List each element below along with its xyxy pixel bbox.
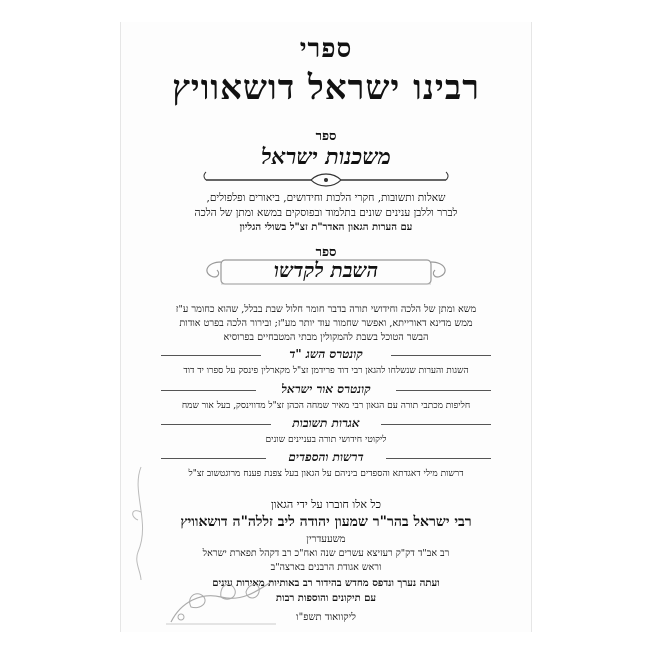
author-line5: וראש אגודת הרבנים בארצה"ב (270, 562, 382, 573)
author-name: רבי ישראל בהר"ר שמעון יהודה ליב זללה"ה דושאוויץ (180, 514, 472, 530)
footer-line1: ועתה נערך ונדפס מחדש בהידור רב באותיות מאירות עינים (212, 578, 440, 589)
flourish-ornament-icon (201, 170, 451, 190)
book2-title: השבת לקדשו (273, 258, 379, 282)
section-heading-kuntres-hashag: קונטרס השג "ד (261, 347, 391, 362)
book2-desc-line1: משא ומתן של הלכה וחידושי תורה בדבר חומר חלול שבת בבלל, שהוא כחומר ע"ז (175, 304, 477, 315)
section-heading-kuntres-or-yisrael: קונטרס אור ישראל (256, 382, 396, 397)
floral-ornament-icon (126, 462, 156, 582)
title-page (120, 22, 532, 632)
book1-desc-line3: עם הערות הגאון האדר"ת זצ"ל בשולי הגליון (239, 222, 413, 233)
book2-desc-line3: הבשר הטוכל בשבת להמקולין מבתי המטבחיים בפרוסיא (223, 332, 429, 343)
sifrei-heading: ספרי (299, 34, 353, 64)
floral-ornament-icon (161, 562, 281, 627)
section-heading-igros-teshuvos: אגרות תשובות (271, 416, 381, 431)
book1-title: משכנות ישראל (261, 144, 391, 170)
section-desc-igros-teshuvos: ליקוטי חידושי תורה בעניינים שונים (265, 435, 387, 445)
book2-desc-line2: ממש מדינא דאורייתא, ואפשר שחמור עוד יותר מע"ז; ובירור הלכה בפרט אודות (179, 318, 473, 329)
book1-desc-line2: לברר וללבן ענינים שונים בתלמוד ובפוסקים במשא ומתן של הלכה (194, 207, 458, 219)
book1-desc-line1: שאלות ותשובות, חקרי הלכות וחידושים, ביאורים ופלפולים, (206, 192, 446, 204)
footer-line3: ליקוואוד תשפ"ו (296, 612, 356, 623)
author-line1: כל אלו חוברו על ידי הגאון (270, 498, 382, 511)
author-line4: רב אב"ד דק"ק רעזיצא עשרים שנה ואח"כ רב דקהל תפארת ישראל (202, 548, 450, 559)
book1-label: ספר (315, 129, 337, 144)
main-title: רבינו ישראל דושאוויץ (172, 68, 480, 108)
author-town: משעעדרין (306, 534, 346, 545)
section-desc-kuntres-or-yisrael: חליפות מכתבי תורה עם הגאון רבי מאיר שמחה הכהן זצ"ל מדווינסק, בעל אור שמח (181, 401, 471, 411)
section-desc-drashos: דרשות מילי דאגדתא והספדים ביניהם על הגאון בעל צפנת פענח מרוגטשוב זצ"ל (188, 469, 464, 479)
section-desc-kuntres-hashag: השגות והערות שנשלחו להגאן רבי דוד פרידמן זצ"ל מקארלין פינסק על ספרו יד דוד (183, 366, 469, 376)
footer-line2: עם תיקונים והוספות רבות (275, 593, 377, 604)
book2-label: ספר (315, 245, 337, 260)
section-heading-drashos: דרשות והספדים (266, 450, 386, 465)
